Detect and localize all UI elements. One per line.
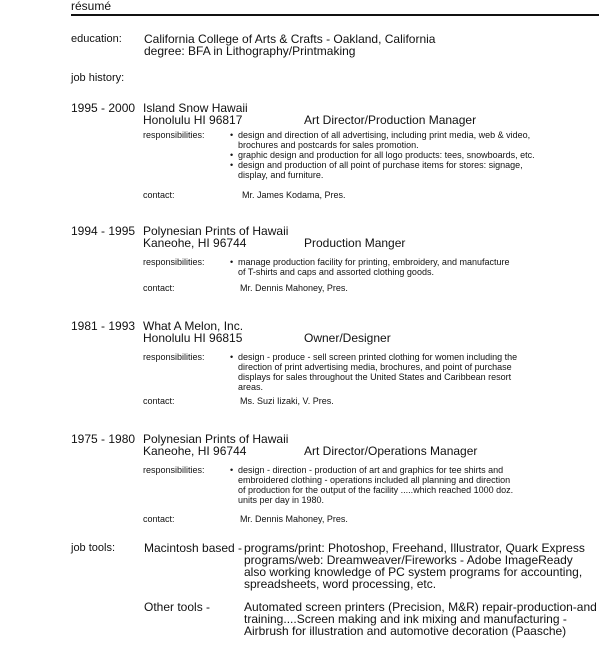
job-years: 1994 - 1995 xyxy=(71,224,136,238)
contact-label: contact: xyxy=(143,283,175,293)
responsibility-line xyxy=(230,150,535,160)
responsibilities-label: responsibilities: xyxy=(143,130,205,140)
tool-line: programs/print: Photoshop, Freehand, Illustrator, Quark Express xyxy=(244,541,585,555)
education-school: California College of Arts & Crafts - Oakland, California xyxy=(144,32,436,46)
job-location: Honolulu HI 96817 xyxy=(143,113,243,127)
job-title: Art Director/Production Manager xyxy=(304,113,477,127)
responsibilities-label: responsibilities: xyxy=(143,465,205,475)
job-location: Kaneohe, HI 96744 xyxy=(143,444,247,458)
responsibility-text: displays for sales throughout the United States and Caribbean resort xyxy=(238,372,512,382)
tool-line: training....Screen making and ink mixing and manufacturing - xyxy=(244,612,567,626)
job-location: Honolulu HI 96815 xyxy=(143,331,243,345)
job-years: 1981 - 1993 xyxy=(71,319,136,333)
responsibility-text: display, and furniture. xyxy=(238,170,324,180)
responsibility-text: graphic design and production for all logo products: tees, snowboards, etc. xyxy=(238,150,535,160)
job-history-label: job history: xyxy=(71,72,125,84)
job-company: Polynesian Prints of Hawaii xyxy=(143,432,289,446)
responsibility-line xyxy=(230,257,509,267)
job-company: What A Melon, Inc. xyxy=(143,319,244,333)
education-label: education: xyxy=(71,33,122,45)
contact-label: contact: xyxy=(143,514,175,524)
responsibility-text: areas. xyxy=(238,382,264,392)
responsibility-text: design and direction of all advertising, including print media, web & video, xyxy=(238,130,531,140)
responsibility-line xyxy=(230,372,511,382)
contact-name: Ms. Suzi Iizaki, V. Pres. xyxy=(240,396,334,406)
bullet-icon: • xyxy=(230,130,234,140)
contact-label: contact: xyxy=(143,396,175,406)
header-rule xyxy=(71,14,599,16)
tool-line: spreadsheets, word processing, etc. xyxy=(244,577,437,591)
responsibility-line xyxy=(230,130,530,140)
job-company: Polynesian Prints of Hawaii xyxy=(143,224,289,238)
responsibility-line xyxy=(230,352,517,362)
contact-name: Mr. Dennis Mahoney, Pres. xyxy=(240,514,348,524)
responsibility-line xyxy=(230,465,503,475)
responsibility-text: of production for the output of the facility .....which reached 1000 doz. xyxy=(238,485,514,495)
responsibilities-label: responsibilities: xyxy=(143,352,205,362)
job-years: 1995 - 2000 xyxy=(71,101,136,115)
macintosh-label: Macintosh based - xyxy=(144,541,243,555)
tool-line: Automated screen printers (Precision, M&R) repair-production-and xyxy=(244,600,597,614)
responsibility-line xyxy=(230,160,523,170)
responsibility-text: direction of print advertising media, brochures, and point of purchase xyxy=(238,362,512,372)
responsibility-line xyxy=(230,267,434,277)
tool-line: Airbrush for illustration and automotive decoration (Paasche) xyxy=(244,624,567,638)
job-company: Island Snow Hawaii xyxy=(143,101,248,115)
job-title: Production Manger xyxy=(304,236,406,250)
bullet-icon: • xyxy=(230,352,234,362)
responsibility-line xyxy=(230,475,510,485)
contact-name: Mr. James Kodama, Pres. xyxy=(242,190,346,200)
responsibility-text: manage production facility for printing, embroidery, and manufacture xyxy=(238,257,510,267)
other-tools-label: Other tools - xyxy=(144,600,211,614)
responsibility-text: design - direction - production of art and graphics for tee shirts and xyxy=(238,465,504,475)
education-degree: degree: BFA in Lithography/Printmaking xyxy=(144,44,356,58)
job-tools-label: job tools: xyxy=(71,542,116,554)
job-location: Kaneohe, HI 96744 xyxy=(143,236,247,250)
responsibility-line xyxy=(230,362,512,372)
responsibility-text: of T-shirts and caps and assorted clothing goods. xyxy=(238,267,434,277)
responsibility-text: design - produce - sell screen printed clothing for women including the xyxy=(238,352,518,362)
resume-header: résumé xyxy=(71,0,112,13)
responsibility-line xyxy=(230,382,263,392)
responsibility-line xyxy=(230,140,419,150)
responsibility-text: embroidered clothing - operations included all planning and direction xyxy=(238,475,511,485)
bullet-icon: • xyxy=(230,465,234,475)
bullet-icon: • xyxy=(230,160,234,170)
tool-line: also working knowledge of PC system programs for accounting, xyxy=(244,565,583,579)
responsibilities-label: responsibilities: xyxy=(143,257,205,267)
contact-label: contact: xyxy=(143,190,175,200)
tool-line: programs/web: Dreamweaver/Fireworks - Adobe ImageReady xyxy=(244,553,573,567)
job-years: 1975 - 1980 xyxy=(71,432,136,446)
responsibility-text: brochures and postcards for sales promotion. xyxy=(238,140,419,150)
responsibility-line xyxy=(230,495,324,505)
contact-name: Mr. Dennis Mahoney, Pres. xyxy=(240,283,348,293)
responsibility-line xyxy=(230,170,323,180)
job-title: Owner/Designer xyxy=(304,331,391,345)
responsibility-text: design and production of all point of purchase items for stores: signage, xyxy=(238,160,523,170)
bullet-icon: • xyxy=(230,257,234,267)
bullet-icon: • xyxy=(230,150,234,160)
job-title: Art Director/Operations Manager xyxy=(304,444,478,458)
responsibility-line xyxy=(230,485,513,495)
responsibility-text: units per day in 1980. xyxy=(238,495,325,505)
